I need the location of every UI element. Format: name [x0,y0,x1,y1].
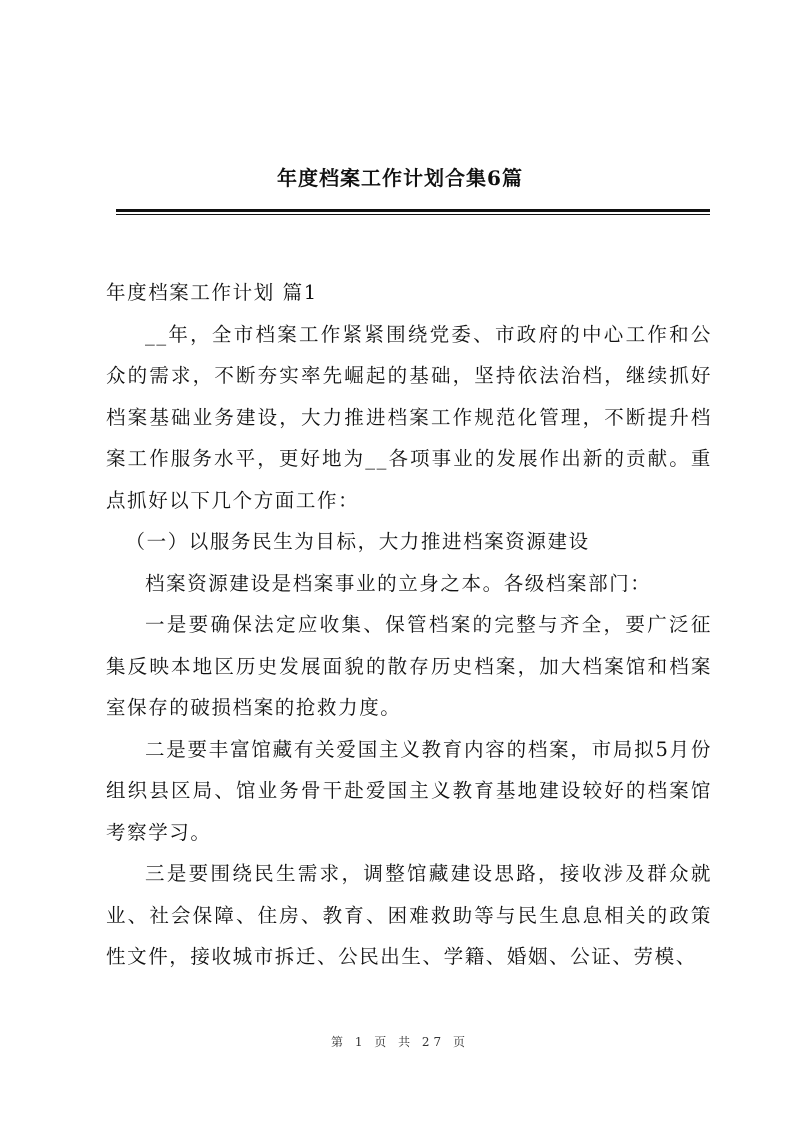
title-divider-thin [116,214,710,215]
page-number: 第 1 页 共 27 页 [331,1035,469,1049]
paragraph-intro: __年，全市档案工作紧紧围绕党委、市政府的中心工作和公众的需求，不断夯实率先崛起的基础，坚持依法治档，继续抓好档案基础业务建设，大力推进档案工作规范化管理，不断提升档案工作服务水平，更好地为__各项事业的发展作出新的贡献。重点抓好以下几个方面工作： [106,322,712,512]
paragraph-resource: 档案资源建设是档案事业的立身之本。各级档案部门： [145,571,652,595]
document-title: 年度档案工作计划合集6篇 [277,166,523,190]
sub-heading-1: （一）以服务民生为目标，大力推进档案资源建设 [125,530,590,553]
paragraph-point-3: 三是要围绕民生需求，调整馆藏建设思路，接收涉及群众就业、社会保障、住房、教育、困难救助等与民生息息相关的政策性文件，接收城市拆迁、公民出生、学籍、婚姻、公证、劳模、 [106,862,712,968]
paragraph-point-2: 二是要丰富馆藏有关爱国主义教育内容的档案，市局拟5月份组织县区局、馆业务骨干赴爱国主义教育基地建设较好的档案馆考察学习。 [106,737,712,844]
document-body [106,272,712,978]
paragraph-point-1: 一是要确保法定应收集、保管档案的完整与齐全，要广泛征集反映本地区历史发展面貌的散存历史档案，加大档案馆和档案室保存的破损档案的抢救力度。 [106,613,712,719]
section-heading: 年度档案工作计划 篇1 [106,281,318,304]
title-divider [116,209,710,212]
